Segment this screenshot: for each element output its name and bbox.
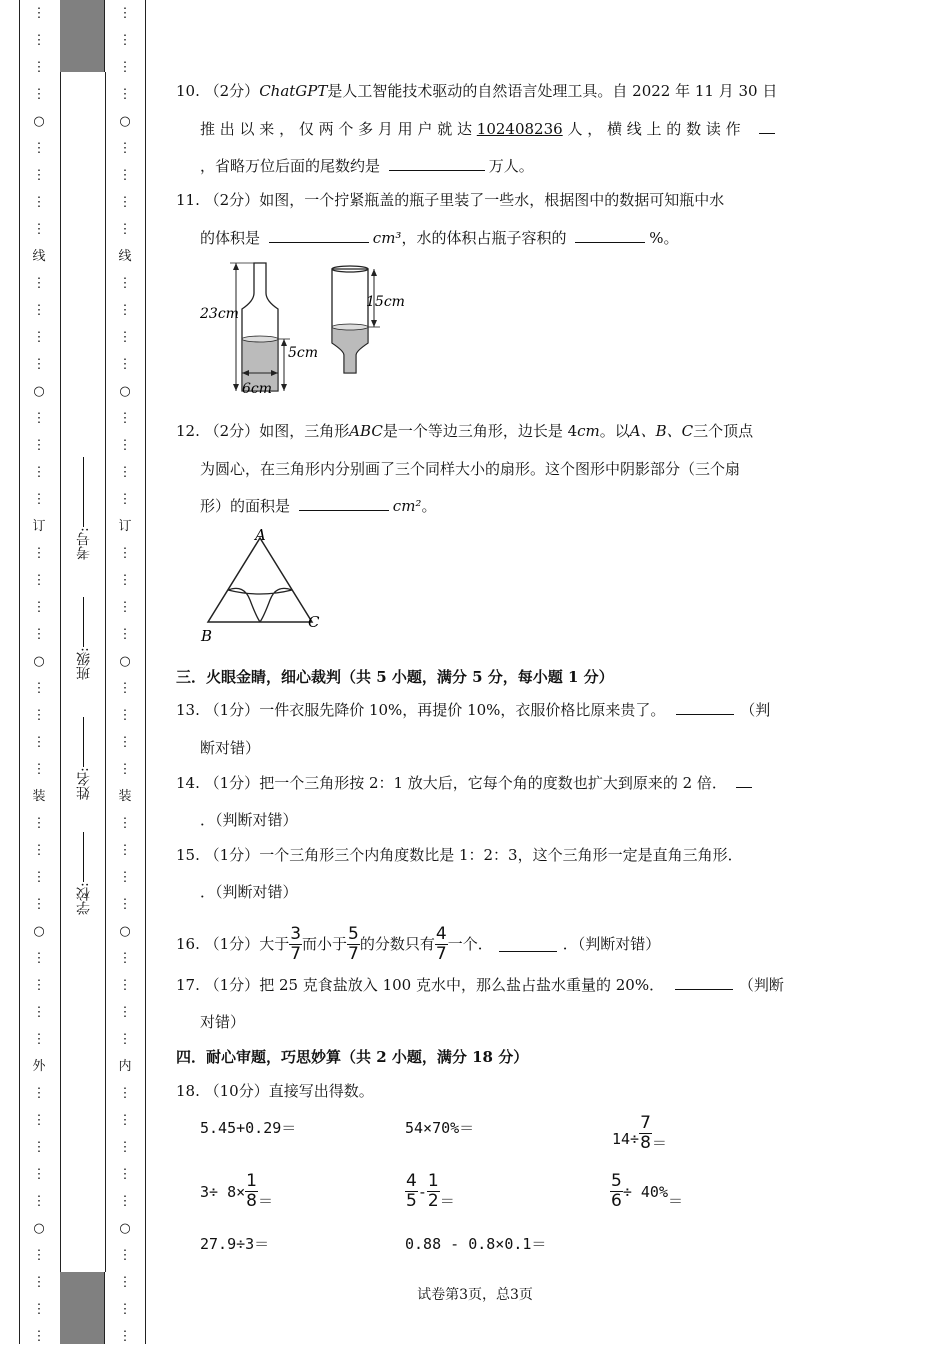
fraction-5-6 [610,1172,623,1211]
margin-mark: ○ [33,654,45,669]
fraction-denominator: 7 [348,943,359,964]
margin-dots: ⋮ [118,870,132,885]
q11-line2 [200,228,679,248]
q14-number: 14. [176,774,200,792]
q15-points: （1分） [204,846,260,864]
fraction-numerator: 1 [427,1171,439,1191]
margin-mark: ○ [119,114,131,129]
margin-dots: ⋮ [32,1302,46,1317]
margin-dots: ⋮ [118,222,132,237]
margin-dots: ⋮ [32,627,46,642]
margin-dots: ⋮ [118,87,132,102]
q17-number: 17. [176,976,200,994]
label-5cm: 5cm [288,345,319,361]
fraction-numerator: 1 [246,1171,257,1191]
margin-dots: ⋮ [32,411,46,426]
margin-dots: ⋮ [118,951,132,966]
margin-mark: 线 [118,249,132,264]
margin-dots: ⋮ [118,141,132,156]
calc-7: 27.9÷3＝ [200,1235,270,1253]
margin-dots: ⋮ [32,870,46,885]
vertex-a: A [255,526,266,544]
q10-text2b: 人 ， 横 线 上 的 数 读 作 [567,120,741,138]
fraction-4-7 [435,925,448,964]
q13-blank[interactable] [676,700,734,715]
label-23cm: 23cm [200,306,239,322]
q13-points: （1分） [204,701,260,719]
margin-dots: ⋮ [32,816,46,831]
fraction-numerator: 7 [640,1113,651,1133]
q12-blank-area[interactable] [299,496,389,511]
q13-number: 13. [176,701,200,719]
gray-band-top [60,0,104,72]
margin-dots: ⋮ [32,303,46,318]
calc-3 [612,1114,667,1153]
q15-text: 一个三角形三个内角度数比是 1：2：3，这个三角形一定是直角三角形． [259,846,743,864]
margin-dots: ⋮ [118,681,132,696]
margin-dots: ⋮ [118,843,132,858]
margin-dots: ⋮ [118,438,132,453]
q10-points: （2分） [204,82,260,100]
margin-dots: ⋮ [32,978,46,993]
fraction-numerator: 4 [406,1171,417,1191]
margin-dots: ⋮ [118,1113,132,1128]
q11-blank-volume[interactable] [269,228,369,243]
calc-8: 0.88 - 0.8×0.1＝ [405,1235,547,1253]
margin-dots: ⋮ [118,600,132,615]
margin-dots: ⋮ [118,330,132,345]
fraction-denominator: 8 [246,1191,257,1211]
margin-dots: ⋮ [32,897,46,912]
q10-text3b: 万人。 [488,157,534,175]
margin-dots: ⋮ [32,681,46,696]
margin-dots: ⋮ [32,762,46,777]
q12-text1a: 如图，三角形 [259,422,350,440]
q17-text: 把 25 克食盐放入 100 克水中，那么盐占盐水重量的 20%． [259,976,665,994]
q15-line2: ．（判断对错） [200,883,298,901]
margin-dots: ⋮ [118,1167,132,1182]
calc-2: 54×70%＝ [405,1119,475,1137]
q10-line2 [200,119,775,139]
margin-dots: ⋮ [118,168,132,183]
q12-text3a: 形）的面积是 [200,497,291,515]
margin-dots: ⋮ [32,276,46,291]
fraction-denominator: 8 [640,1133,651,1153]
calc-5-eq: ＝ [439,1192,455,1210]
fraction-numerator: 4 [435,923,447,944]
q12-line3 [200,496,436,516]
margin-dots: ⋮ [118,6,132,21]
margin-dots: ⋮ [32,330,46,345]
margin-dots: ⋮ [32,573,46,588]
margin-mark: 装 [32,789,46,804]
margin-dots: ⋮ [32,843,46,858]
fraction-3-7 [289,925,302,964]
q18-text: 直接写出得数。 [268,1082,374,1100]
margin-mark: 内 [118,1059,132,1074]
margin-dots: ⋮ [118,276,132,291]
margin-mark: ○ [119,1221,131,1236]
margin-dots: ⋮ [118,546,132,561]
q16-points: （1分） [204,935,260,953]
fraction-denominator: 6 [611,1191,622,1211]
q12-text1b: 是一个等边三角形，边长是 4 [382,422,578,440]
q14-blank[interactable] [736,773,752,788]
q10-line1 [176,81,777,101]
q18-points: （10分） [204,1082,269,1100]
q17-blank[interactable] [675,975,733,990]
q17-line2: 对错） [200,1013,246,1031]
margin-dots: ⋮ [32,1140,46,1155]
margin-dots: ⋮ [118,762,132,777]
q14-text: 把一个三角形按 2：1 放大后，它每个角的度数也扩大到原来的 2 倍． [259,774,727,792]
q10-number: 10. [176,82,200,100]
fraction-numerator: 5 [611,1171,622,1191]
exam-no-field[interactable] [74,430,94,560]
q14-line2: ．（判断对错） [200,811,298,829]
q15-number: 15. [176,846,200,864]
label-6cm: 6cm [242,381,273,395]
margin-mark: ○ [33,924,45,939]
margin-dots: ⋮ [32,708,46,723]
outer-border-line [19,0,20,1344]
calc-6-eq: ＝ [667,1192,683,1210]
q11-line1 [176,190,724,210]
margin-dots: ⋮ [32,1032,46,1047]
calc-1: 5.45+0.29＝ [200,1119,297,1137]
calc-6-op: ÷ 40% [622,1182,668,1201]
q15-line1 [176,845,743,865]
margin-dots: ⋮ [118,60,132,75]
margin-dots: ⋮ [118,357,132,372]
equilateral-triangle [208,538,312,622]
q14-line1 [176,773,752,793]
margin-mark: 线 [32,249,46,264]
q12-text1d: 三个顶点 [693,422,754,440]
fraction-1-8 [245,1172,258,1211]
q12-abc: ABC [349,422,383,440]
margin-dots: ⋮ [118,33,132,48]
fraction-4-5 [405,1172,418,1211]
margin-dots: ⋮ [118,897,132,912]
fraction-numerator: 5 [348,923,359,944]
margin-dots: ⋮ [32,1086,46,1101]
q11-points: （2分） [204,191,260,209]
q17-tail: （判断 [738,976,784,994]
margin-mark: 装 [118,789,132,804]
q16-t3: 的分数只有 [359,935,435,953]
q10-text1: 是人工智能技术驱动的自然语言处理工具。自 2022 年 11 月 30 日 [327,82,778,100]
inner-arcs [228,588,292,622]
q12-line2 [200,459,740,479]
q18-line [176,1081,374,1101]
q11-bottle-figure [196,255,426,395]
margin-dots: ⋮ [118,1275,132,1290]
margin-dots: ⋮ [32,438,46,453]
q13-text: 一件衣服先降价 10%，再提价 10%，衣服价格比原来贵了。 [259,701,666,719]
q11-unit: cm³ [372,229,402,247]
margin-mark: ○ [119,384,131,399]
margin-dots: ⋮ [32,222,46,237]
q10-text2a: 推 出 以 来 ， 仅 两 个 多 月 用 户 就 达 [200,120,472,138]
calc-4-eq: ＝ [257,1192,273,1210]
margin-dots: ⋮ [32,87,46,102]
fraction-denominator: 2 [427,1191,439,1211]
margin-dots: ⋮ [32,1194,46,1209]
q13-line1 [176,700,770,720]
margin-dots: ⋮ [118,1140,132,1155]
section-4-heading: 四．耐心审题，巧思妙算（共 2 小题，满分 18 分） [176,1048,529,1066]
school-field[interactable] [74,815,94,915]
q16-line [176,922,660,966]
calc-3-left: 14÷ [612,1129,640,1148]
q10-blank-approx[interactable] [389,156,485,171]
q11-text2c: %。 [649,229,679,247]
inner-border-line-2 [145,0,146,1344]
vertex-b: B [201,627,213,645]
margin-dots: ⋮ [32,1167,46,1182]
q12-verts: A、B、C [629,422,694,440]
margin-dots: ⋮ [118,465,132,480]
q10-blank-reading[interactable] [759,119,775,134]
margin-mark: ○ [33,384,45,399]
fraction-denominator: 5 [406,1191,417,1211]
q10-text3a: ，省略万位后面的尾数约是 [200,157,381,175]
margin-dots: ⋮ [32,168,46,183]
q16-t5: ．（判断对错） [562,935,661,953]
q16-number: 16. [176,935,200,953]
margin-dots: ⋮ [32,600,46,615]
margin-mark: ○ [119,924,131,939]
calc-4-left: 3÷ 8× [200,1182,246,1201]
margin-dots: ⋮ [32,1113,46,1128]
calc-3-eq: ＝ [651,1134,667,1152]
q18-number: 18. [176,1082,200,1100]
margin-dots: ⋮ [118,492,132,507]
q11-blank-percent[interactable] [575,228,645,243]
name-field[interactable] [74,700,94,800]
q17-points: （1分） [204,976,260,994]
q12-text3b: 。 [421,497,437,515]
margin-dots: ⋮ [118,708,132,723]
q12-text1c: 。以 [599,422,630,440]
fraction-5-7 [347,925,360,964]
q10-number-value: 102408236 [476,120,563,138]
margin-dots: ⋮ [32,141,46,156]
margin-dots: ⋮ [118,1248,132,1263]
margin-dots: ⋮ [32,492,46,507]
q11-number: 11. [176,191,200,209]
q12-line1 [176,421,753,441]
margin-dots: ⋮ [32,1329,46,1344]
section-3-heading: 三．火眼金睛，细心裁判（共 5 小题，满分 5 分，每小题 1 分） [176,668,614,686]
outer-dotted-column [32,0,46,1344]
class-label: 班级: [76,647,92,680]
q12-text2: 为圆心，在三角形内分别画了三个同样大小的扇形。这个图形中阴影部分（三个扇 [200,460,741,478]
q13-tail: （判 [740,701,771,719]
fraction-denominator: 7 [290,943,302,964]
margin-dots: ⋮ [118,303,132,318]
q16-t1: 大于 [259,935,290,953]
margin-dots: ⋮ [32,735,46,750]
margin-dots: ⋮ [118,1302,132,1317]
fraction-7-8 [639,1114,652,1153]
vertex-c: C [308,613,320,631]
q12-unit: cm² [392,497,422,515]
q12-triangle-figure [198,526,328,646]
q16-t2: 而小于 [302,935,348,953]
exam-no-label: 考号: [76,527,92,560]
calc-6 [610,1172,683,1211]
margin-dots: ⋮ [118,573,132,588]
margin-dots: ⋮ [118,1329,132,1344]
margin-mark: ○ [33,114,45,129]
margin-mark: ○ [119,654,131,669]
margin-dots: ⋮ [118,195,132,210]
margin-dots: ⋮ [32,546,46,561]
school-label: 学校: [76,882,92,915]
fraction-denominator: 7 [435,943,447,964]
fraction-1-2 [427,1172,440,1211]
margin-dots: ⋮ [118,816,132,831]
margin-dots: ⋮ [118,411,132,426]
margin-dots: ⋮ [32,951,46,966]
q11-text2a: 的体积是 [200,229,261,247]
calc-5-op: - [417,1182,427,1201]
margin-mark: ○ [33,1221,45,1236]
margin-dots: ⋮ [118,1005,132,1020]
margin-mark: 订 [32,519,46,534]
q12-number: 12. [176,422,200,440]
q16-t4: 一个． [447,935,493,953]
margin-dots: ⋮ [118,735,132,750]
q11-text1: 如图，一个拧紧瓶盖的瓶子里装了一些水，根据图中的数据可知瓶中水 [259,191,725,209]
q10-line3 [200,156,534,176]
name-label: 姓名: [76,767,92,800]
q12-points: （2分） [204,422,260,440]
margin-dots: ⋮ [32,1248,46,1263]
label-15cm: 15cm [366,294,405,310]
gray-band-bottom [60,1272,104,1344]
margin-mark: 订 [118,519,132,534]
margin-dots: ⋮ [118,1032,132,1047]
q17-line1 [176,975,784,995]
q14-points: （1分） [204,774,260,792]
margin-dots: ⋮ [32,1005,46,1020]
page-footer: 试卷第3页，总3页 [417,1287,533,1303]
margin-dots: ⋮ [32,357,46,372]
inverted-water [332,327,368,373]
class-field[interactable] [74,580,94,680]
inner-dotted-column [118,0,132,1344]
margin-dots: ⋮ [118,978,132,993]
margin-dots: ⋮ [118,1194,132,1209]
margin-dots: ⋮ [118,627,132,642]
calc-5 [405,1172,455,1211]
fraction-numerator: 3 [290,923,302,944]
margin-dots: ⋮ [32,33,46,48]
q16-blank[interactable] [499,937,557,952]
margin-dots: ⋮ [32,6,46,21]
margin-dots: ⋮ [32,465,46,480]
margin-mark: 外 [32,1059,46,1074]
margin-dots: ⋮ [118,1086,132,1101]
calc-4 [200,1172,273,1211]
q11-text2b: ，水的体积占瓶子容积的 [401,229,567,247]
q13-line2: 断对错） [200,739,261,757]
margin-dots: ⋮ [32,60,46,75]
margin-dots: ⋮ [32,1275,46,1290]
margin-dots: ⋮ [32,195,46,210]
q12-cm: cm [577,422,600,440]
q10-brand: ChatGPT [259,82,328,100]
